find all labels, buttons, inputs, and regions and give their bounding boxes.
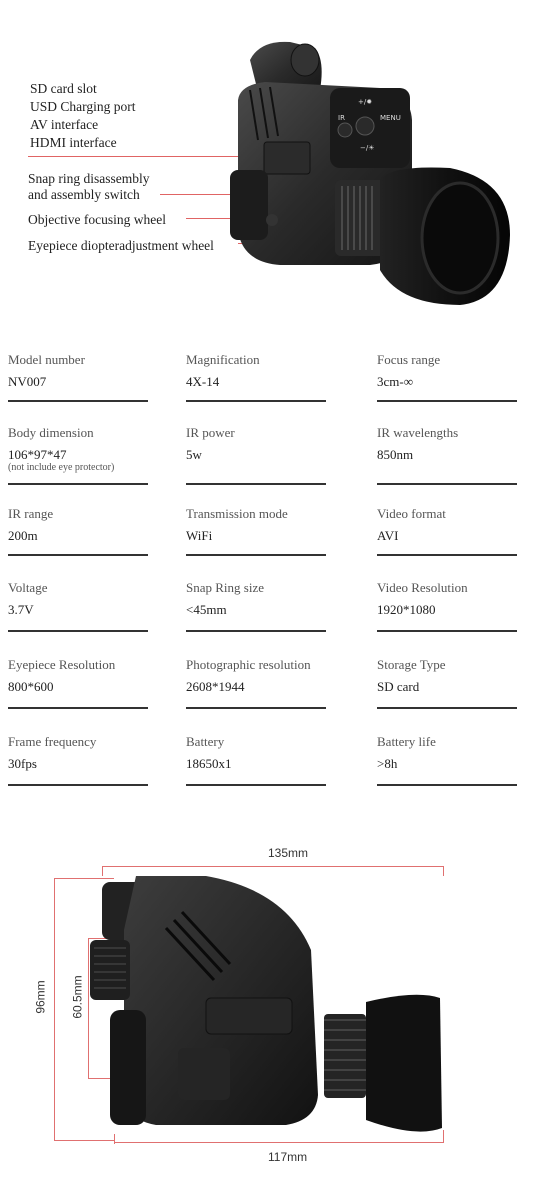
spec-item xyxy=(377,352,517,390)
button-plus-label: +/✹ xyxy=(358,98,373,106)
spec-item xyxy=(8,657,148,695)
spec-underline xyxy=(186,483,326,485)
spec-value: WiFi xyxy=(186,528,213,543)
spec-item xyxy=(8,425,148,473)
spec-item xyxy=(377,580,517,618)
spec-value: 3cm-∞ xyxy=(377,374,413,389)
dimension-width-bottom: 117mm xyxy=(268,1150,308,1164)
ir-button-icon xyxy=(338,123,352,137)
callout-snap-ring-line1: Snap ring disassembly xyxy=(28,171,150,186)
spec-underline xyxy=(8,630,148,632)
spec-underline xyxy=(377,554,517,556)
spec-item xyxy=(377,425,517,463)
spec-item xyxy=(186,352,326,390)
spec-value: 30fps xyxy=(8,756,37,771)
spec-label: Storage Type xyxy=(377,657,446,672)
spec-underline xyxy=(8,707,148,709)
spec-underline xyxy=(186,784,326,786)
spec-label: IR range xyxy=(8,506,54,521)
spec-value: 18650x1 xyxy=(186,756,232,771)
button-ir-label: IR xyxy=(338,114,345,122)
spec-item xyxy=(186,506,326,544)
night-vision-device-illustration xyxy=(220,30,520,320)
spec-item xyxy=(8,734,148,772)
dimension-line-135 xyxy=(102,866,444,867)
spec-label: Video Resolution xyxy=(377,580,468,595)
callout-snap-ring-line2: and assembly switch xyxy=(28,187,140,202)
button-menu-label: MENU xyxy=(380,114,401,122)
spec-underline xyxy=(377,630,517,632)
spec-value: 3.7V xyxy=(8,602,34,617)
callout-hdmi-interface: HDMI interface xyxy=(30,135,117,150)
spec-underline xyxy=(186,630,326,632)
spec-item xyxy=(186,657,326,695)
spec-label: Battery life xyxy=(377,734,436,749)
spec-label: IR power xyxy=(186,425,235,440)
spec-underline xyxy=(186,400,326,402)
spec-value: SD card xyxy=(377,679,420,694)
button-minus-label: −/☀ xyxy=(360,144,375,152)
spec-item xyxy=(377,506,517,544)
callout-sd-slot: SD card slot xyxy=(30,81,97,96)
spec-label: IR wavelengths xyxy=(377,425,459,440)
feature-callout-section xyxy=(0,0,533,320)
spec-item xyxy=(186,734,326,772)
spec-label: Snap Ring size xyxy=(186,580,264,595)
spec-label: Eyepiece Resolution xyxy=(8,657,116,672)
dimension-line-96 xyxy=(54,878,55,1140)
callout-eyepiece-wheel: Eyepiece diopteradjustment wheel xyxy=(28,238,214,253)
spec-label: Body dimension xyxy=(8,425,94,440)
spec-value: 800*600 xyxy=(8,679,54,694)
dimension-height-outer: 96mm xyxy=(33,980,48,1014)
spec-label: Transmission mode xyxy=(186,506,288,521)
ok-button-icon xyxy=(356,117,374,135)
dimension-width-top: 135mm xyxy=(268,846,309,860)
spec-underline xyxy=(8,483,148,485)
spec-value: 850nm xyxy=(377,447,414,462)
spec-value: >8h xyxy=(377,756,398,771)
spec-item xyxy=(377,657,517,695)
spec-label: Battery xyxy=(186,734,225,749)
spec-note: (not include eye protector) xyxy=(8,462,115,473)
spec-item xyxy=(377,734,517,772)
callout-av-interface: AV interface xyxy=(30,117,99,132)
spec-underline xyxy=(377,483,517,485)
spec-item xyxy=(186,580,326,618)
port-cover xyxy=(264,142,310,174)
callout-usb-port: USD Charging port xyxy=(30,99,136,114)
dimension-height-inner: 60.5mm xyxy=(70,975,85,1019)
spec-value: 4X-14 xyxy=(186,374,220,389)
spec-value: AVI xyxy=(377,528,399,543)
spec-item xyxy=(8,580,148,618)
spec-underline xyxy=(377,400,517,402)
spec-table xyxy=(0,340,533,800)
spec-label: Video format xyxy=(377,506,446,521)
callout-objective-wheel: Objective focusing wheel xyxy=(28,212,166,227)
spec-underline xyxy=(377,784,517,786)
dimension-diagram-section xyxy=(0,830,533,1194)
spec-underline xyxy=(186,554,326,556)
spec-underline xyxy=(377,707,517,709)
spec-item xyxy=(186,425,326,463)
device-side-view-illustration xyxy=(86,870,446,1142)
spec-value: NV007 xyxy=(8,374,47,389)
spec-item xyxy=(8,506,148,544)
spec-underline xyxy=(8,554,148,556)
spec-label: Magnification xyxy=(186,352,260,367)
spec-item xyxy=(8,352,148,390)
spec-underline xyxy=(186,707,326,709)
spec-value: <45mm xyxy=(186,602,227,617)
spec-value: 106*97*47 xyxy=(8,447,67,462)
spec-value: 1920*1080 xyxy=(377,602,436,617)
spec-label: Voltage xyxy=(8,580,48,595)
spec-underline xyxy=(8,784,148,786)
spec-value: 5w xyxy=(186,447,202,462)
spec-label: Frame frequency xyxy=(8,734,97,749)
spec-label: Focus range xyxy=(377,352,441,367)
spec-value: 200m xyxy=(8,528,38,543)
snap-ring xyxy=(230,170,268,240)
spec-value: 2608*1944 xyxy=(186,679,245,694)
eyepiece-barrel xyxy=(335,180,387,256)
spec-label: Model number xyxy=(8,352,85,367)
spec-underline xyxy=(8,400,148,402)
dimension-line-117 xyxy=(114,1142,444,1143)
spec-label: Photographic resolution xyxy=(186,657,311,672)
